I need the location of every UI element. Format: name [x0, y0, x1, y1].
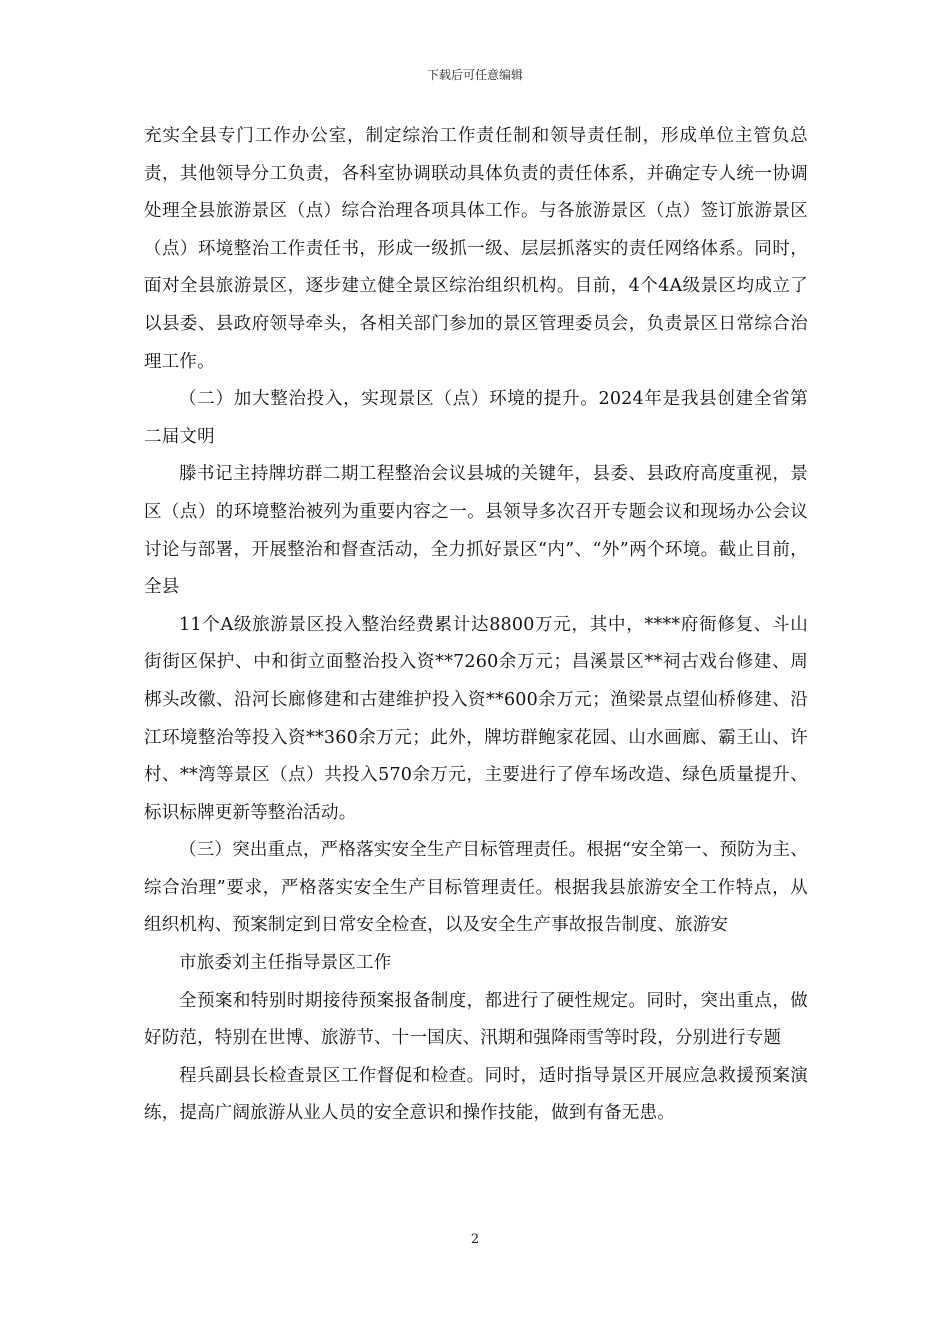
paragraph-section-three-heading: （三）突出重点，严格落实安全生产目标管理责任。根据“安全第一、预防为主、综合治理”要求，严格落实安全生产目标管理责任。根据我县旅游安全工作特点，从组织机构、预案制定到日常安全检查，以及安全生产事故报告制度、旅游安: [144, 840, 808, 936]
paragraph-caption-environment: 滕书记主持牌坊群二期工程整治会议县城的关键年，县委、县政府高度重视，景区（点）的环境整治被列为重要内容之一。县领导多次召开专题会议和现场办公会议讨论与部署，开展整治和督查活动，全力抓好景区“内”、“外”两个环境。截止目前，全县: [144, 464, 808, 598]
paragraph-inspection: 程兵副县长检查景区工作督促和检查。同时，适时指导景区开展应急救援预案演练，提高广阔旅游从业人员的安全意识和操作技能，做到有备无患。: [144, 1065, 808, 1124]
paragraph-caption-guidance: 市旅委刘主任指导景区工作: [179, 953, 392, 974]
paragraph-investment-details: 11个A级旅游景区投入整治经费累计达8800万元，其中，****府衙修复、斗山街街区保护、中和街立面整治投入资**7260余万元；昌溪景区**祠古戏台修建、周梆头改徽、沿河长廊修建和古建维护投入资**600余万元；渔梁景点望仙桥修建、沿江环境整治等投入资**360余万元；此外，牌坊群鲍家花园、山水画廊、霸王山、许村、**湾等景区（点）共投入570余万元，主要进行了停车场改造、绿色质量提升、标识标牌更新等整治活动。: [144, 614, 808, 823]
document-body: [144, 118, 808, 1133]
paragraph-section-two-heading: （二）加大整治投入，实现景区（点）环境的提升。2024年是我县创建全省第二届文明: [144, 389, 808, 447]
paragraph-safety-plans: 全预案和特别时期接待预案报备制度，都进行了硬性规定。同时，突出重点，做好防范，特别在世博、旅游节、十一国庆、汛期和强降雨雪等时段，分别进行专题: [144, 990, 808, 1049]
page-number: 2: [470, 1232, 480, 1247]
paragraph-responsibility-system: 充实全县专门工作办公室，制定综治工作责任制和领导责任制，形成单位主管负总责，其他领导分工负责，各科室协调联动具体负责的责任体系，并确定专人统一协调处理全县旅游景区（点）综合治理各项具体工作。与各旅游景区（点）签订旅游景区（点）环境整治工作责任书，形成一级抓一级、层层抓落实的责任网络体系。同时，面对全县旅游景区，逐步建立健全景区综治组织机构。目前，4个4A级景区均成立了以县委、县政府领导牵头，各相关部门参加的景区管理委员会，负责景区日常综合治理工作。: [144, 126, 808, 372]
page-header: 下载后可任意编辑: [426, 68, 523, 82]
